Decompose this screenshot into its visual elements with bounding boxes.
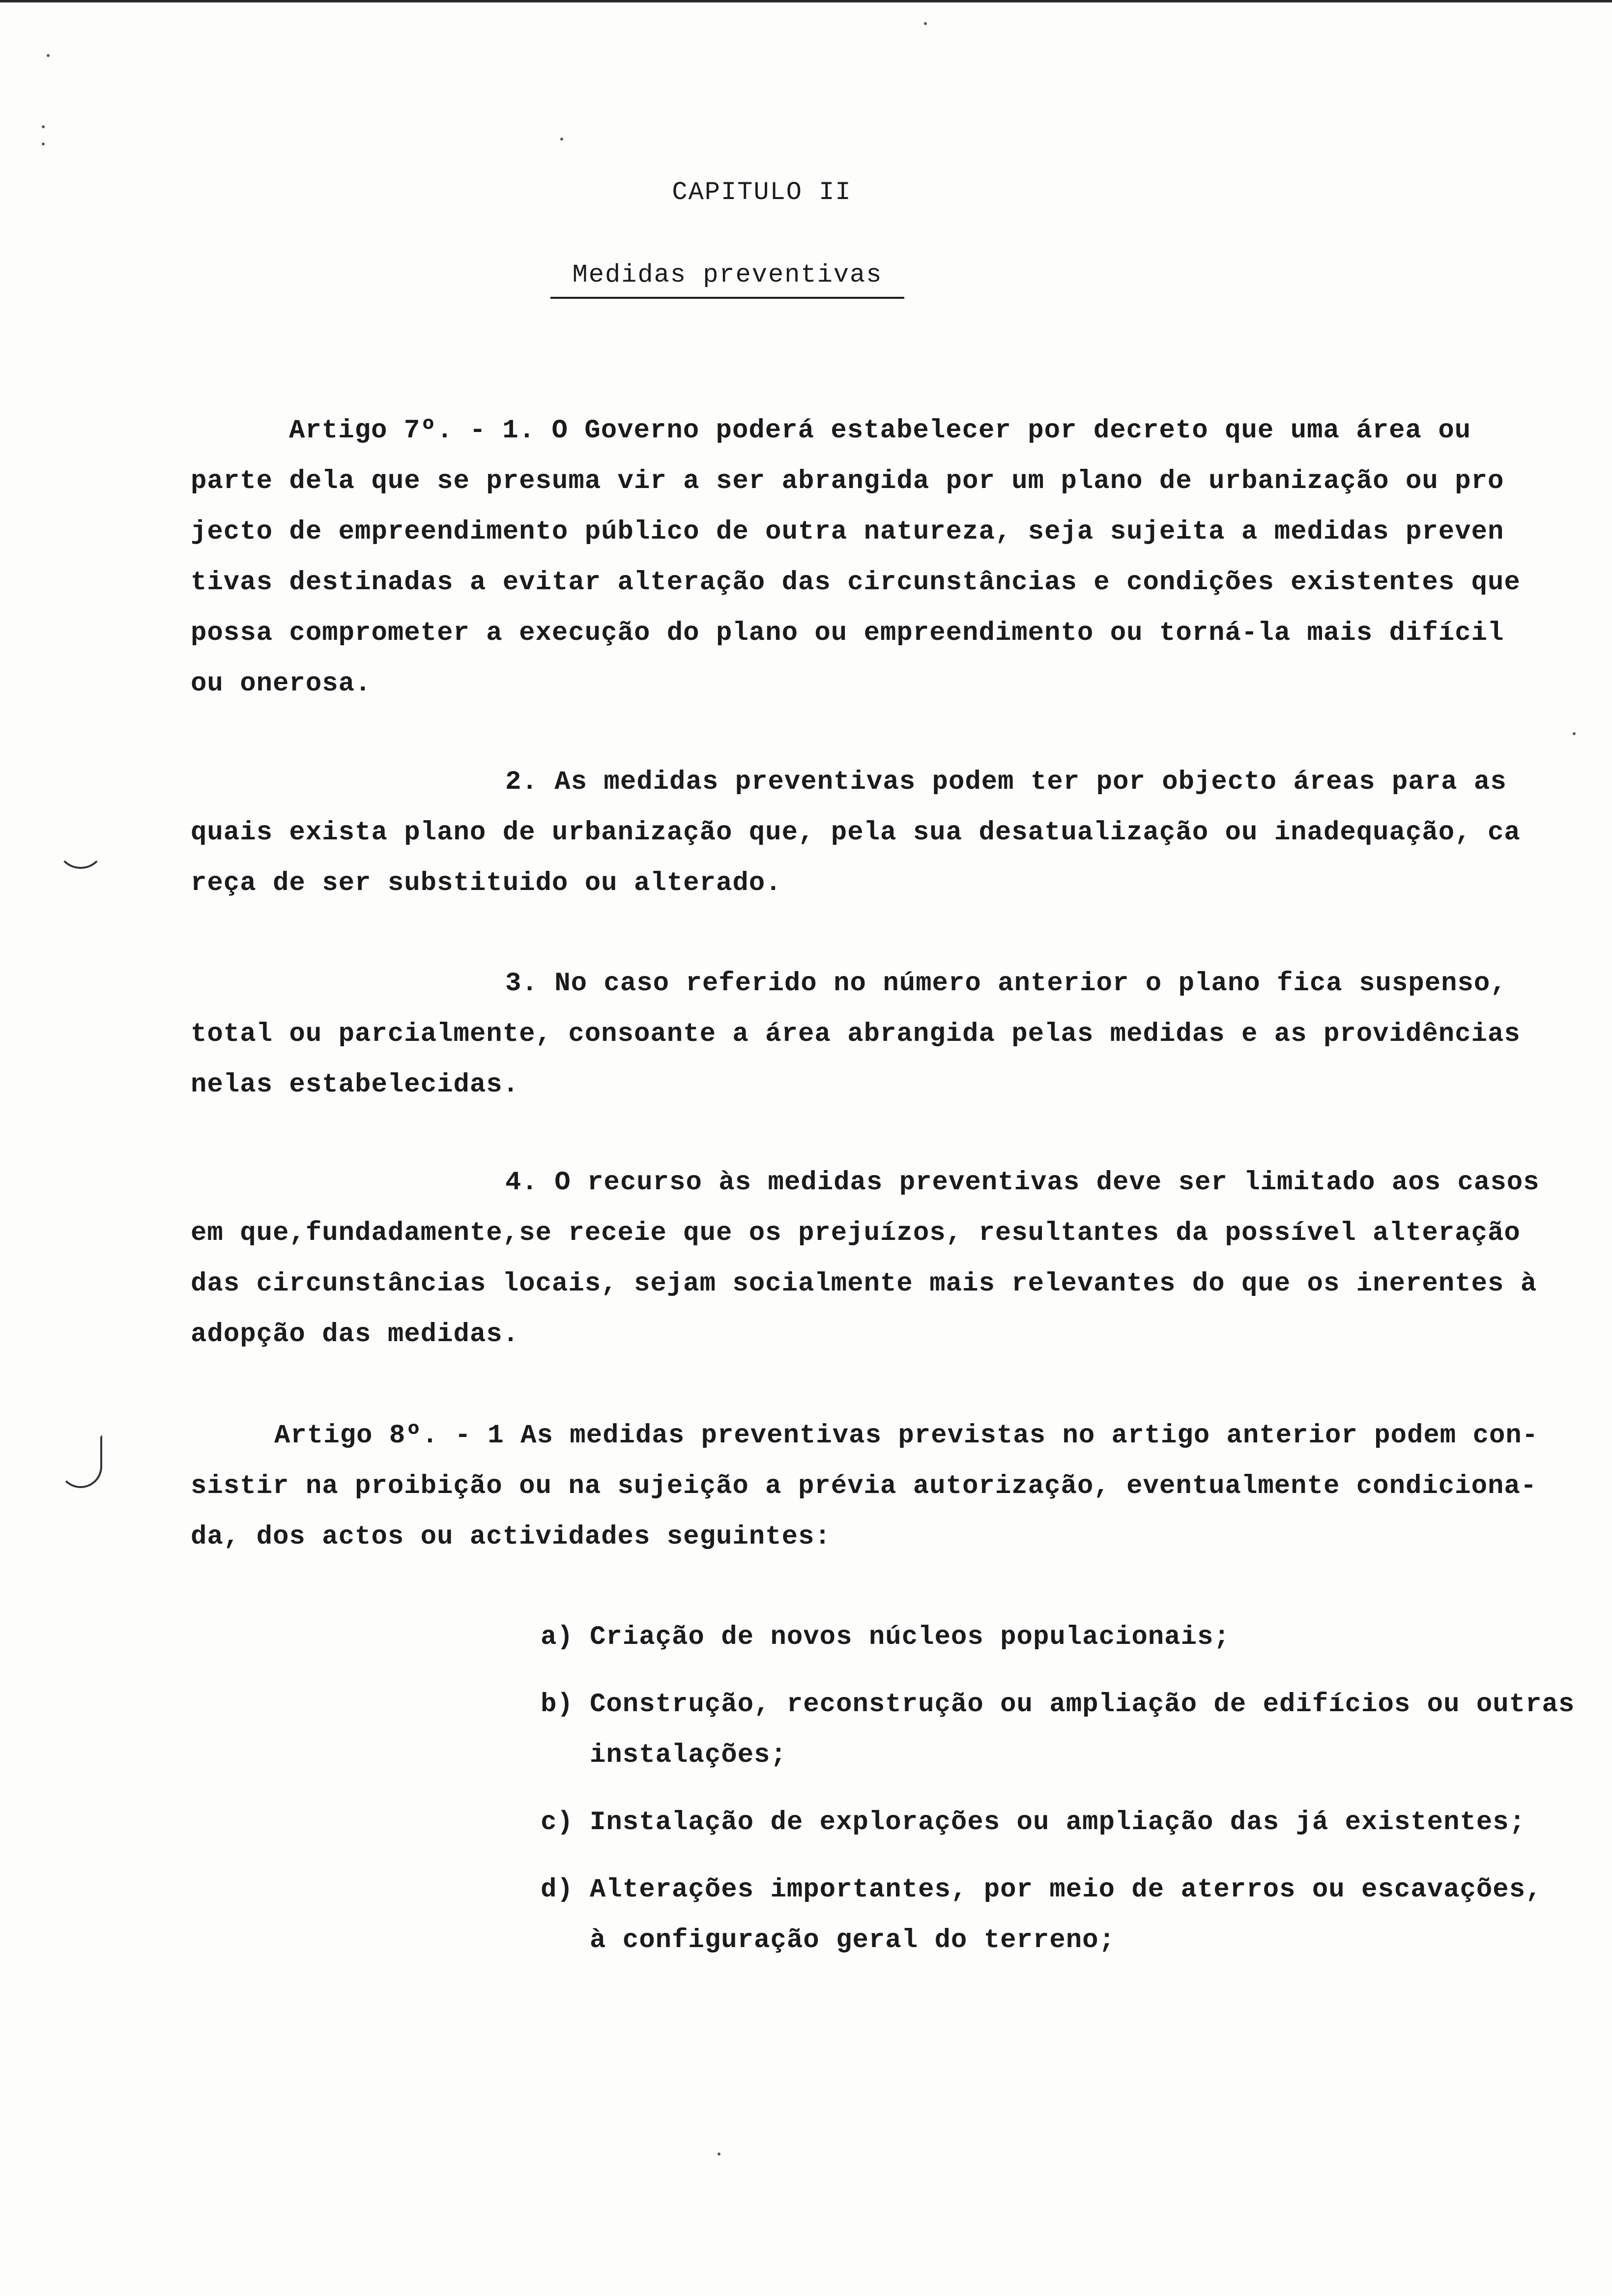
list-item-text: Criação de novos núcleos populacionais; (590, 1622, 1230, 1652)
article-8-paragraph-1 (191, 1410, 1547, 1562)
list-item-text: instalações; (590, 1740, 787, 1770)
text-line: 2. As medidas preventivas podem ter por objecto áreas para as (505, 767, 1507, 797)
punch-hole-mark (57, 835, 105, 869)
article-7-paragraph-2 (191, 757, 1547, 909)
list-item (541, 1612, 1573, 1663)
text-line: adopção das medidas. (191, 1320, 519, 1349)
activities-list (541, 1612, 1573, 1982)
chapter-heading: CAPITULO II (672, 178, 852, 207)
list-marker: b) (541, 1690, 574, 1720)
text-line: da, dos actos ou actividades seguintes: (191, 1522, 831, 1552)
text-line: em que,fundadamente,se receie que os prejuízos, resultantes da possível alteração (191, 1218, 1521, 1248)
list-item-text: Construção, reconstrução ou ampliação de edifícios ou outras (590, 1690, 1575, 1720)
article-7-paragraph-3 (191, 958, 1547, 1110)
scan-speck (47, 54, 50, 57)
text-line: tivas destinadas a evitar alteração das circunstâncias e condições existentes que (191, 568, 1521, 598)
list-item (541, 1865, 1573, 1966)
scan-speck (560, 138, 563, 141)
text-line: 3. No caso referido no número anterior o plano fica suspenso, (505, 969, 1507, 999)
scan-speck (42, 143, 45, 145)
text-line: 4. O recurso às medidas preventivas deve ser limitado aos casos (505, 1168, 1540, 1198)
text-line: das circunstâncias locais, sejam socialmente mais relevantes do que os inerentes à (191, 1269, 1537, 1299)
scan-speck (1573, 732, 1576, 735)
text-line: jecto de empreendimento público de outra natureza, seja sujeita a medidas preven (191, 517, 1504, 547)
text-line: sistir na proibição ou na sujeição a prévia autorização, eventualmente condiciona- (191, 1471, 1537, 1501)
text-line: nelas estabelecidas. (191, 1070, 519, 1100)
scan-speck (924, 22, 927, 25)
list-item-text: Instalação de explorações ou ampliação das já existentes; (590, 1808, 1526, 1837)
list-marker: c) (541, 1808, 574, 1837)
scan-speck (718, 2152, 720, 2155)
text-line: Artigo 8º. - 1 As medidas preventivas previstas no artigo anterior podem con- (274, 1421, 1539, 1451)
section-title-underline (550, 297, 904, 299)
top-border-line (0, 0, 1612, 2)
text-line: possa comprometer a execução do plano ou empreendimento ou torná-la mais difícil (191, 618, 1504, 648)
text-line: Artigo 7º. - 1. O Governo poderá estabelecer por decreto que uma área ou (289, 416, 1471, 446)
list-item (541, 1797, 1573, 1848)
text-line: parte dela que se presuma vir a ser abrangida por um plano de urbanização ou pro (191, 466, 1504, 496)
list-item (541, 1679, 1573, 1780)
list-marker: a) (541, 1622, 574, 1652)
text-line: quais exista plano de urbanização que, pela sua desatualização ou inadequação, ca (191, 818, 1521, 848)
text-line: reça de ser substituido ou alterado. (191, 868, 782, 898)
list-marker: d) (541, 1875, 574, 1905)
article-7-paragraph-1 (191, 405, 1547, 709)
text-line: total ou parcialmente, consoante a área abrangida pelas medidas e as providências (191, 1019, 1521, 1049)
article-7-paragraph-4 (191, 1157, 1547, 1360)
text-line: ou onerosa. (191, 669, 372, 699)
scan-speck (42, 125, 45, 128)
section-title: Medidas preventivas (572, 260, 883, 289)
list-item-text: Alterações importantes, por meio de aterros ou escavações, (590, 1875, 1542, 1905)
list-item-text: à configuração geral do terreno; (590, 1925, 1115, 1955)
punch-hole-mark (59, 1435, 102, 1488)
